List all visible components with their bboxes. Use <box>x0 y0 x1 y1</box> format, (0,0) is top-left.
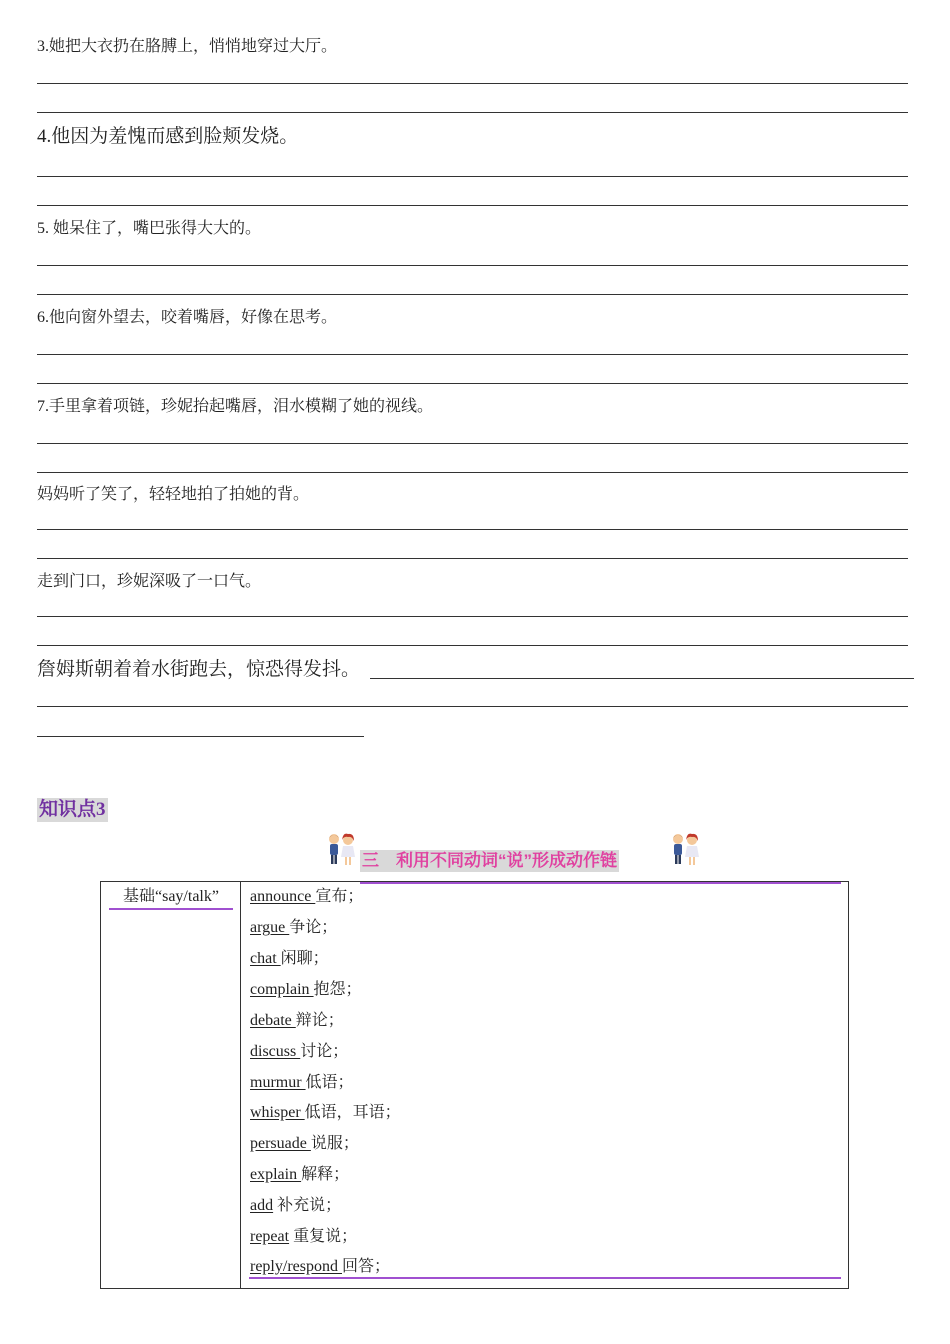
sentence-9: 走到门口，珍妮深吸了一口气。 <box>37 573 262 590</box>
sentence-3: 3.她把大衣扔在胳膊上，悄悄地穿过大厅。 <box>37 38 338 55</box>
category-underline <box>109 908 233 910</box>
list-item: chat 闲聊； <box>250 950 329 967</box>
table-column-divider <box>240 881 241 1289</box>
sentence-10: 詹姆斯朝着着水街跑去，惊恐得发抖。 <box>37 659 361 680</box>
list-item: debate 辩论； <box>250 1012 344 1029</box>
answer-line <box>37 205 908 206</box>
sentence-7: 7.手里拿着项链，珍妮抬起嘴唇，泪水模糊了她的视线。 <box>37 398 434 415</box>
table-bottom-underline <box>249 1277 841 1279</box>
sentence-8: 妈妈听了笑了，轻轻地拍了拍她的背。 <box>37 486 310 503</box>
answer-line <box>37 645 908 646</box>
sentence-5: 5. 她呆住了，嘴巴张得大大的。 <box>37 220 262 237</box>
answer-line <box>37 294 908 295</box>
answer-line <box>37 616 908 617</box>
list-item: add 补充说； <box>250 1197 342 1214</box>
answer-line <box>37 383 908 384</box>
answer-line <box>37 443 908 444</box>
answer-line <box>37 176 908 177</box>
list-item: explain 解释； <box>250 1166 350 1183</box>
answer-line <box>37 558 908 559</box>
answer-line <box>37 706 908 707</box>
knowledge-point-number: 3 <box>96 799 106 820</box>
kids-icon <box>324 832 358 868</box>
list-item: complain 抱怨； <box>250 981 362 998</box>
knowledge-point-heading <box>37 798 108 822</box>
list-item: whisper 低语，耳语； <box>250 1104 401 1121</box>
answer-line <box>37 112 908 113</box>
section-underline <box>360 882 841 884</box>
answer-line <box>37 83 908 84</box>
knowledge-point-label: 知识点 <box>39 799 97 820</box>
list-item: reply/respond 回答； <box>250 1258 390 1275</box>
list-item: persuade 说服； <box>250 1135 359 1152</box>
answer-line <box>37 265 908 266</box>
verb-table <box>100 881 849 1289</box>
category-label: 基础“say/talk” <box>123 888 219 905</box>
list-item: murmur 低语； <box>250 1074 354 1091</box>
list-item: repeat 重复说； <box>250 1228 358 1245</box>
sentence-4: 4.他因为羞愧而感到脸颊发烧。 <box>37 126 299 147</box>
answer-line <box>37 472 908 473</box>
answer-line <box>370 678 914 679</box>
kids-icon <box>668 832 702 868</box>
list-item: announce 宣布； <box>250 888 364 905</box>
list-item: argue 争论； <box>250 919 338 936</box>
list-item: discuss 讨论； <box>250 1043 349 1060</box>
answer-line <box>37 354 908 355</box>
answer-line <box>37 529 908 530</box>
section-title: 三 利用不同动词“说”形成动作链 <box>362 851 617 870</box>
answer-line <box>37 736 364 737</box>
sentence-6: 6.他向窗外望去，咬着嘴唇，好像在思考。 <box>37 309 338 326</box>
